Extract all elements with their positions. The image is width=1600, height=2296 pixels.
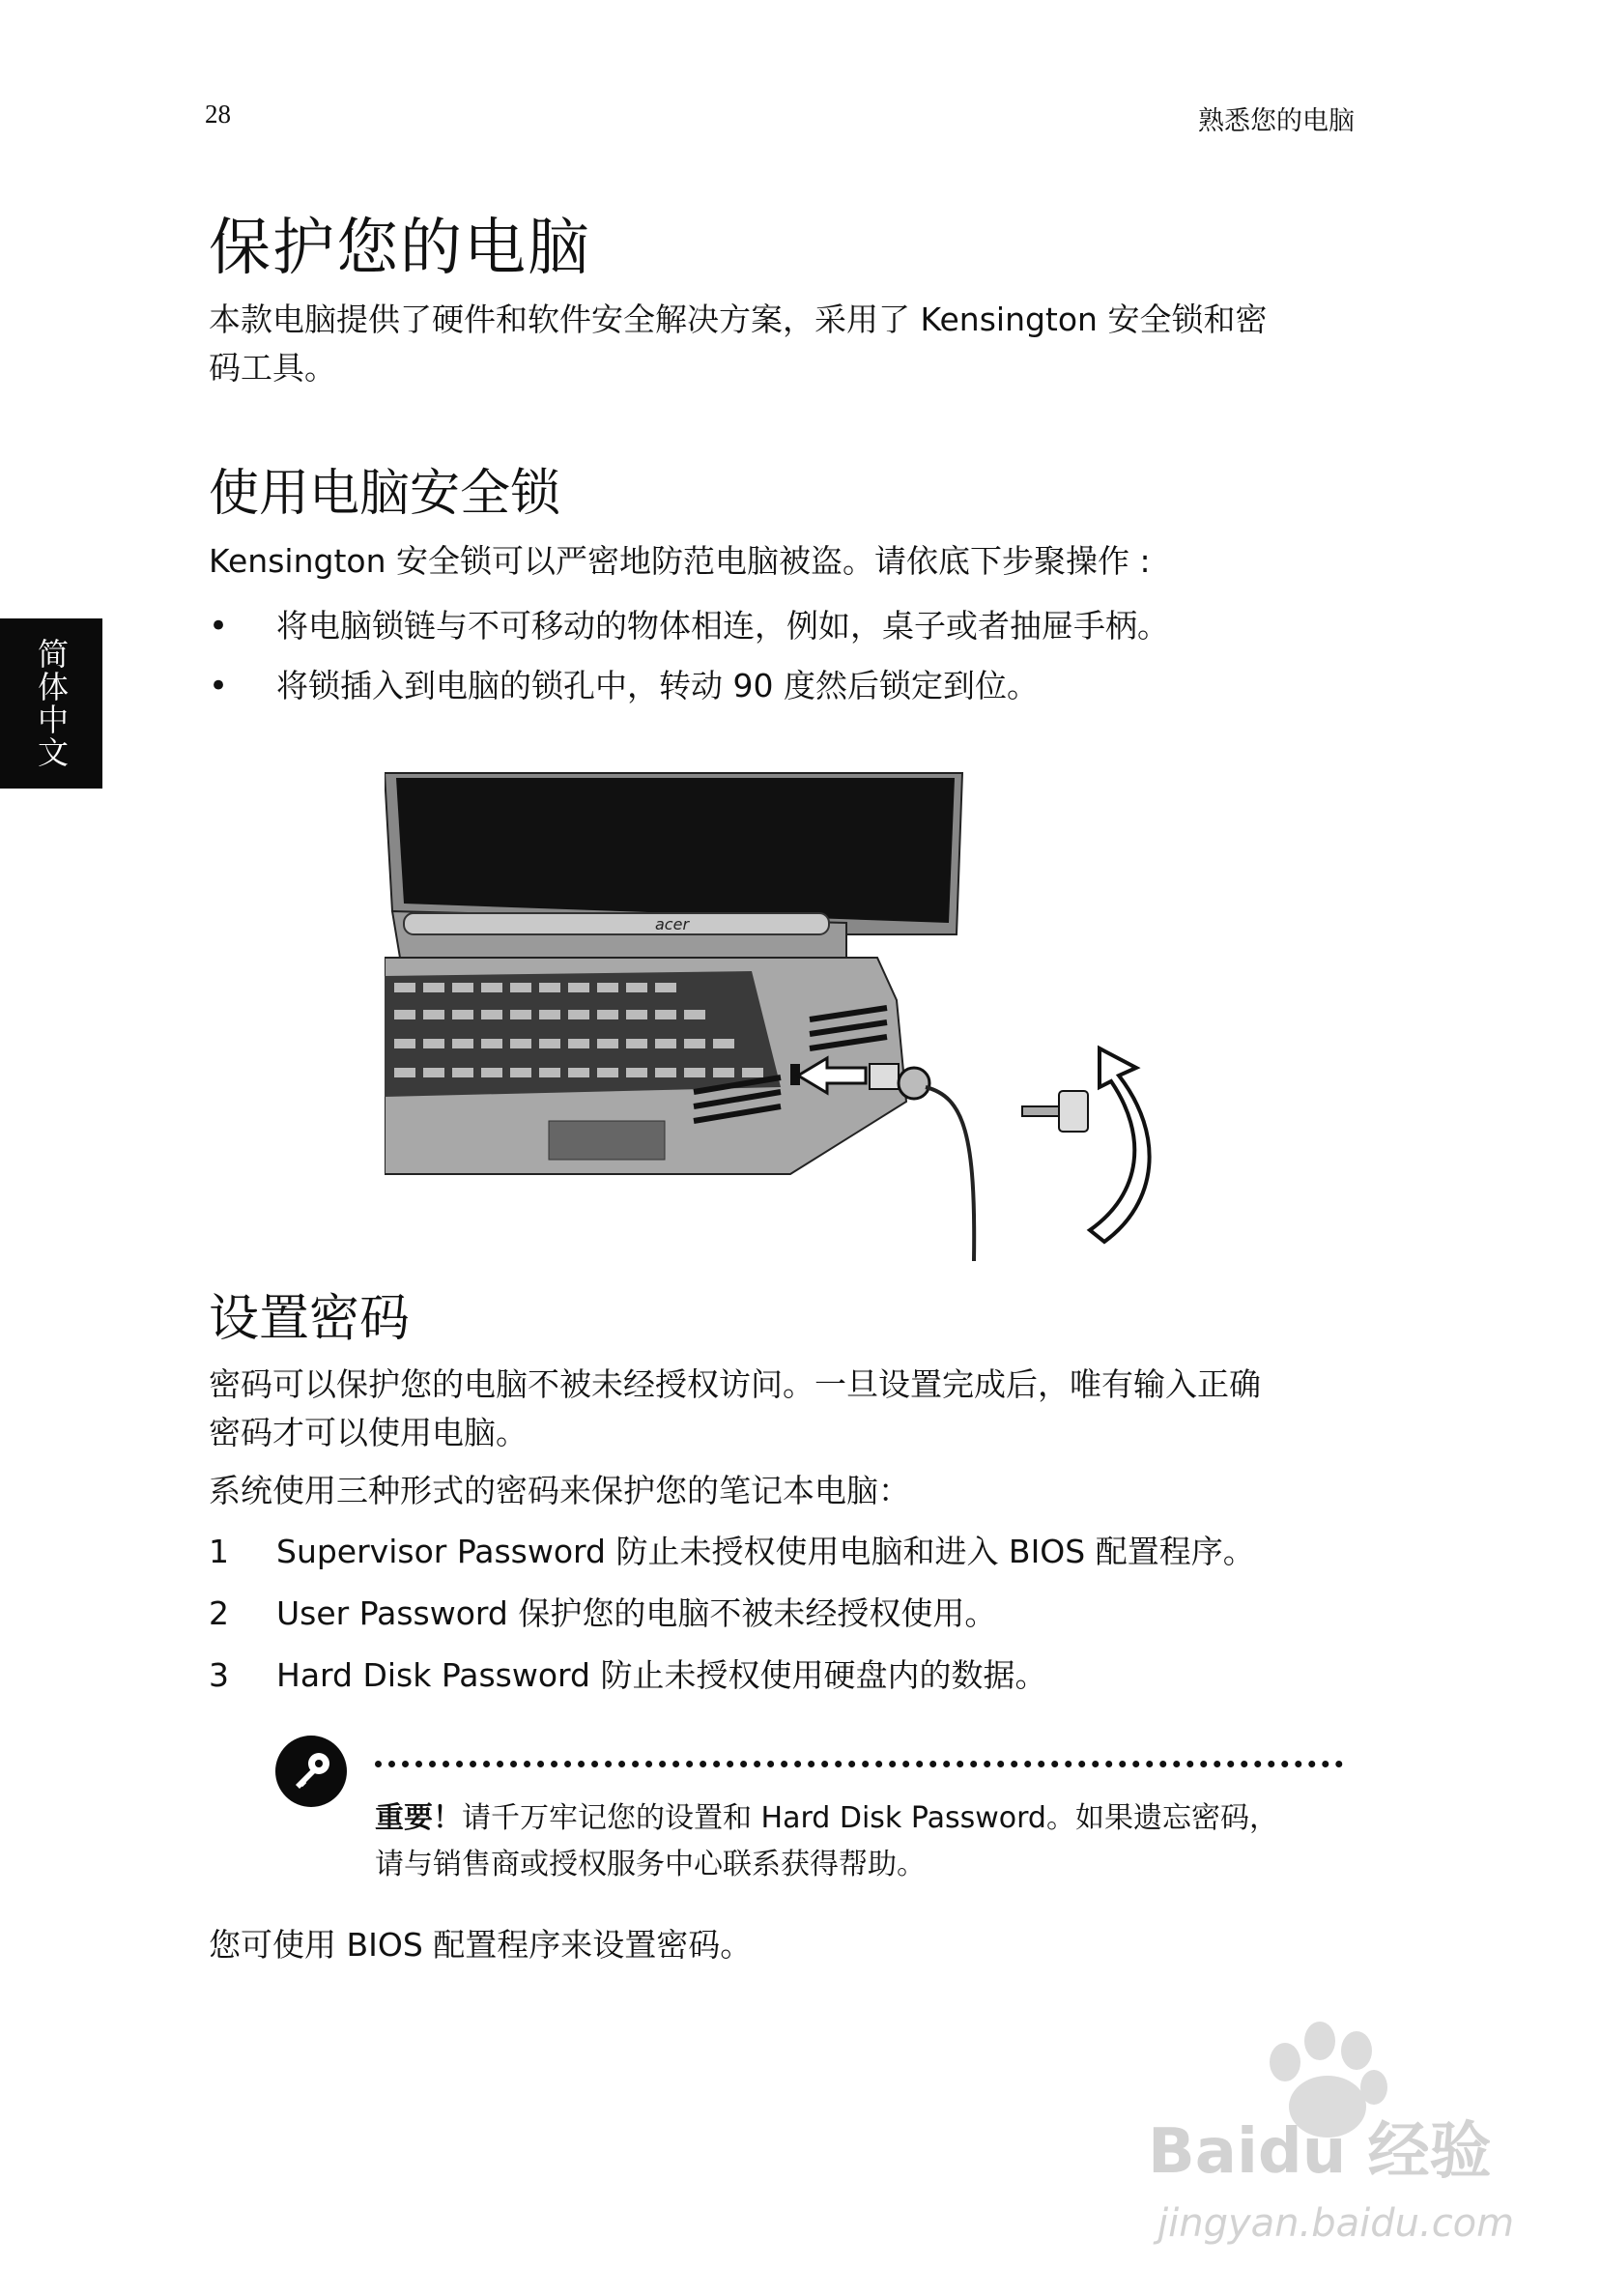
lock-section-lead: Kensington 安全锁可以严密地防范电脑被盗。请依底下步聚操作 :: [209, 542, 1151, 580]
list-number: 3: [209, 1656, 229, 1694]
brand-label: acer: [655, 915, 690, 933]
important-note: [375, 1795, 1341, 1888]
rotate-arrow: [1090, 1048, 1150, 1242]
intro-paragraph: [209, 296, 1267, 392]
laptop-lock-illustration: [385, 768, 1196, 1261]
lock-head: [870, 1064, 899, 1089]
list-text: Supervisor Password 防止未授权使用电脑和进入 BIOS 配置程序。: [276, 1533, 1255, 1570]
password-intro-line-2: 密码才可以使用电脑。: [209, 1414, 528, 1451]
password-intro-line-1: 密码可以保护您的电脑不被未经授权访问。一旦设置完成后，唯有输入正确: [209, 1365, 1261, 1403]
bullet-marker: •: [209, 667, 229, 705]
intro-line-2: 码工具。: [209, 349, 336, 387]
bullet-text: 将电脑锁链与不可移动的物体相连，例如，桌子或者抽屉手柄。: [276, 607, 1169, 645]
key-icon: [275, 1736, 347, 1807]
password-types-lead: 系统使用三种形式的密码来保护您的笔记本电脑：: [209, 1472, 910, 1509]
lock-section-heading: 使用电脑安全锁: [209, 465, 561, 523]
bullet-text: 将锁插入到电脑的锁孔中，转动 90 度然后锁定到位。: [276, 667, 1039, 704]
bullet-marker: •: [209, 607, 229, 646]
closing-paragraph: 您可使用 BIOS 配置程序来设置密码。: [209, 1926, 753, 1964]
password-intro-paragraph: [209, 1361, 1261, 1457]
side-tab-label: 简体中文: [33, 638, 70, 769]
watermark-url: jingyan.baidu.com: [1157, 2201, 1515, 2246]
lock-cylinder: [899, 1068, 929, 1099]
note-line-1-text: 请千万牢记您的设置和 Hard Disk Password。如果遗忘密码，: [462, 1801, 1278, 1835]
note-line-2: 请与销售商或授权服务中心联系获得帮助。: [375, 1848, 926, 1881]
laptop-screen: [396, 778, 955, 923]
page-number: 28: [205, 100, 231, 129]
list-number: 1: [209, 1533, 229, 1570]
baidu-watermark: [1138, 2008, 1554, 2269]
list-number: 2: [209, 1594, 229, 1632]
list-text: Hard Disk Password 防止未授权使用硬盘内的数据。: [276, 1656, 1047, 1694]
note-line-1: [375, 1795, 1341, 1842]
key-illustration: [1022, 1091, 1088, 1132]
speaker-grille: [549, 1121, 665, 1160]
hinge-bar: [404, 913, 829, 934]
running-header: 熟悉您的电脑: [1198, 106, 1355, 136]
page-title: 保护您的电脑: [209, 213, 591, 284]
password-section-heading: 设置密码: [209, 1290, 411, 1348]
intro-line-1: 本款电脑提供了硬件和软件安全解决方案，采用了 Kensington 安全锁和密: [209, 301, 1268, 338]
lock-cable: [926, 1087, 974, 1261]
watermark-logo-text: Baidu 经验: [1148, 2116, 1492, 2188]
language-side-tab: [0, 618, 102, 789]
note-divider: [375, 1761, 1343, 1767]
key-glyph: [286, 1746, 336, 1796]
note-label: 重要！: [375, 1801, 462, 1835]
list-text: User Password 保护您的电脑不被未经授权使用。: [276, 1594, 997, 1632]
